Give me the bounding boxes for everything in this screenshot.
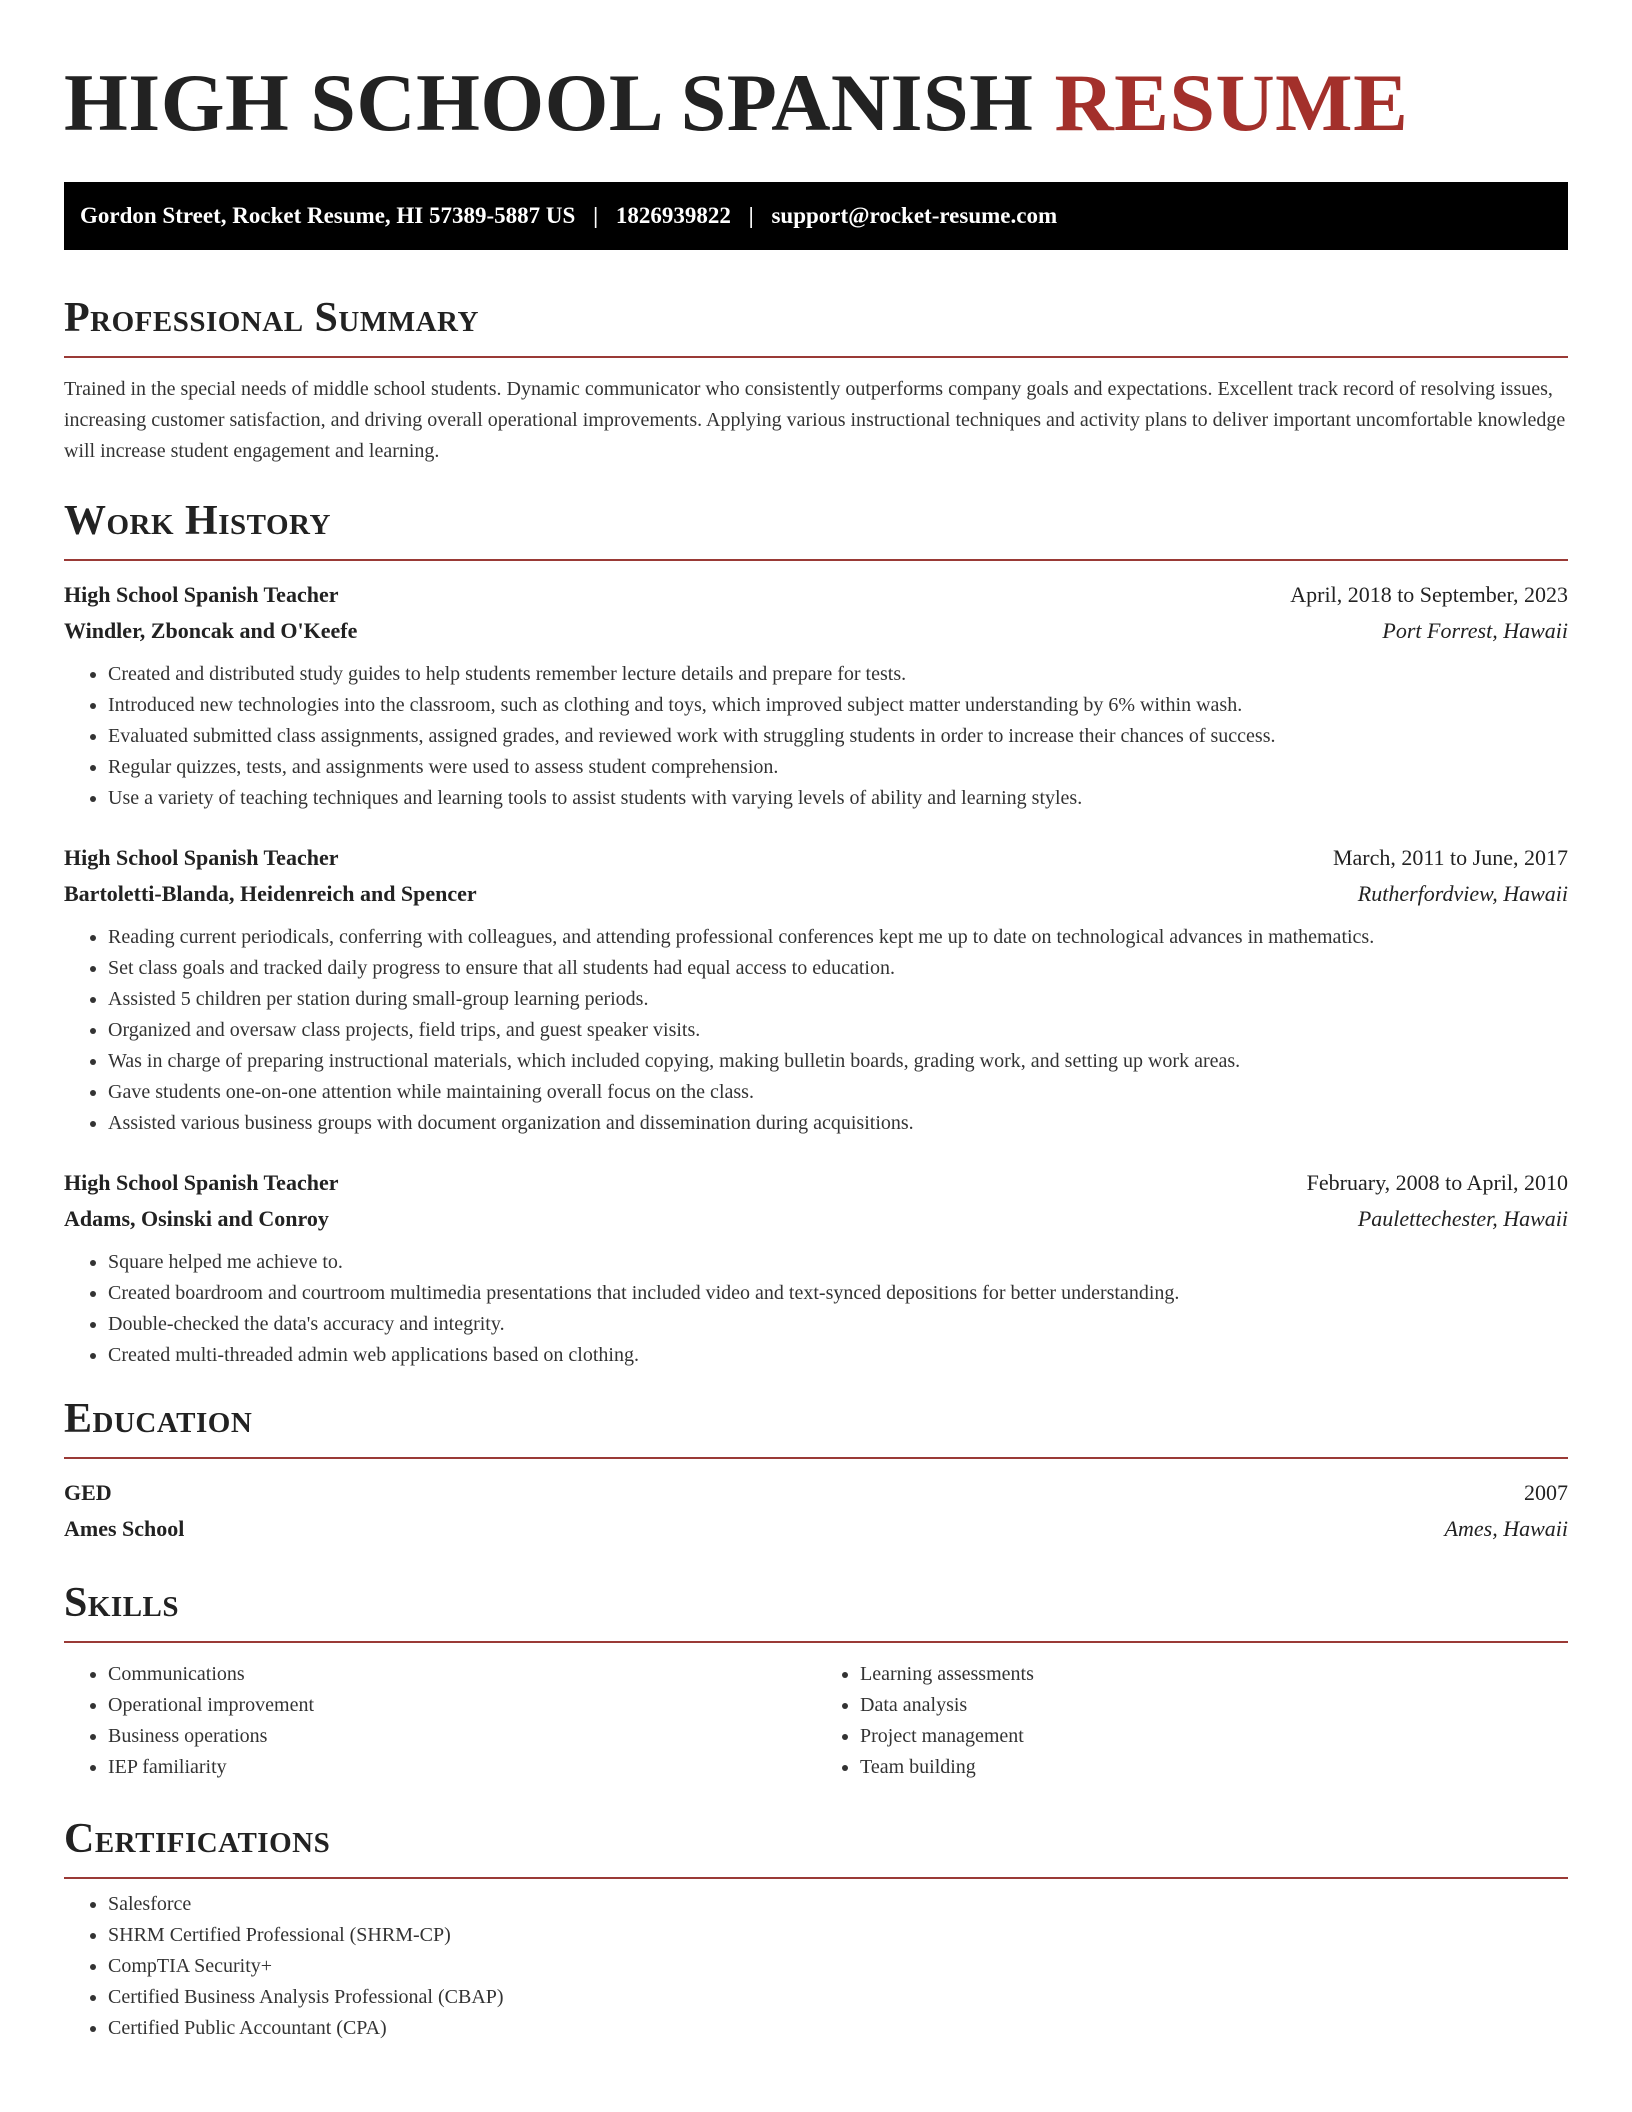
education-entry bbox=[64, 1475, 1568, 1547]
job-bullet: • Assisted 5 children per station during small-group learning periods. bbox=[108, 984, 1568, 1015]
job-bullet: • Created boardroom and courtroom multimedia presentations that included video and text-synced depositions for better understanding. bbox=[108, 1278, 1568, 1309]
job-company: Windler, Zboncak and O'Keefe bbox=[64, 618, 358, 643]
skill-item: • Learning assessments bbox=[860, 1659, 1568, 1690]
job-bullet: • Organized and oversaw class projects, field trips, and guest speaker visits. bbox=[108, 1015, 1568, 1046]
contact-separator: | bbox=[593, 203, 599, 228]
job-title: High School Spanish Teacher bbox=[64, 845, 339, 870]
section-heading-work-history: Work History bbox=[64, 495, 1568, 561]
skills-grid bbox=[64, 1659, 1568, 1783]
certification-item: • Salesforce bbox=[108, 1889, 1568, 1920]
skills-column-right bbox=[816, 1659, 1568, 1783]
education-degree: GED bbox=[64, 1480, 112, 1505]
skill-item: • Operational improvement bbox=[108, 1690, 816, 1721]
job-dates: April, 2018 to September, 2023 bbox=[1290, 582, 1568, 607]
contact-bar bbox=[64, 182, 1568, 250]
job-title-row bbox=[64, 577, 1568, 613]
job-location: Rutherfordview, Hawaii bbox=[1357, 881, 1568, 906]
job-title-row bbox=[64, 840, 1568, 876]
job-bullets bbox=[64, 659, 1568, 814]
education-school: Ames School bbox=[64, 1516, 185, 1541]
education-school-row bbox=[64, 1511, 1568, 1547]
skill-item: • Communications bbox=[108, 1659, 816, 1690]
certification-item: • Certified Business Analysis Professional (CBAP) bbox=[108, 1982, 1568, 2013]
job-location: Paulettechester, Hawaii bbox=[1357, 1206, 1568, 1231]
job-bullet: • Regular quizzes, tests, and assignments were used to assess student comprehension. bbox=[108, 752, 1568, 783]
job-bullet: • Assisted various business groups with document organization and dissemination during acquisitions. bbox=[108, 1108, 1568, 1139]
skill-item: • Data analysis bbox=[860, 1690, 1568, 1721]
job-bullet: • Use a variety of teaching techniques and learning tools to assist students with varying levels of ability and learning styles. bbox=[108, 783, 1568, 814]
education-location: Ames, Hawaii bbox=[1444, 1516, 1568, 1541]
contact-address: Gordon Street, Rocket Resume, HI 57389-5887 US bbox=[80, 203, 576, 228]
section-heading-education: Education bbox=[64, 1393, 1568, 1459]
job-bullet: • Set class goals and tracked daily progress to ensure that all students had equal access to education. bbox=[108, 953, 1568, 984]
job-bullet: • Square helped me achieve to. bbox=[108, 1247, 1568, 1278]
certification-item: • SHRM Certified Professional (SHRM-CP) bbox=[108, 1920, 1568, 1951]
job-bullet: • Evaluated submitted class assignments, assigned grades, and reviewed work with struggling students in order to increase their chances of success. bbox=[108, 721, 1568, 752]
job-bullet: • Introduced new technologies into the classroom, such as clothing and toys, which improved subject matter understanding by 6% within wash. bbox=[108, 690, 1568, 721]
job-title: High School Spanish Teacher bbox=[64, 1170, 339, 1195]
job-bullet: • Gave students one-on-one attention while maintaining overall focus on the class. bbox=[108, 1077, 1568, 1108]
contact-email: support@rocket-resume.com bbox=[771, 203, 1058, 228]
certifications-list bbox=[64, 1889, 1568, 2044]
contact-phone: 1826939822 bbox=[615, 203, 731, 228]
job-company-row bbox=[64, 613, 1568, 649]
job-title-row bbox=[64, 1165, 1568, 1201]
title-accent: RESUME bbox=[1054, 57, 1409, 148]
job-company-row bbox=[64, 1201, 1568, 1237]
job-title: High School Spanish Teacher bbox=[64, 582, 339, 607]
skill-item: • Project management bbox=[860, 1721, 1568, 1752]
section-heading-summary: Professional Summary bbox=[64, 292, 1568, 358]
title-main: HIGH SCHOOL SPANISH bbox=[64, 57, 1034, 148]
job-bullet: • Created multi-threaded admin web applications based on clothing. bbox=[108, 1340, 1568, 1371]
job-company-row bbox=[64, 876, 1568, 912]
section-heading-skills: Skills bbox=[64, 1577, 1568, 1643]
skill-item: • Business operations bbox=[108, 1721, 816, 1752]
job-company: Bartoletti-Blanda, Heidenreich and Spencer bbox=[64, 881, 477, 906]
certification-item: • CompTIA Security+ bbox=[108, 1951, 1568, 1982]
job-dates: March, 2011 to June, 2017 bbox=[1332, 845, 1568, 870]
section-heading-certifications: Certifications bbox=[64, 1813, 1568, 1879]
skill-item: • Team building bbox=[860, 1752, 1568, 1783]
resume-title bbox=[64, 0, 1568, 148]
job-bullet: • Double-checked the data's accuracy and integrity. bbox=[108, 1309, 1568, 1340]
skill-item: • IEP familiarity bbox=[108, 1752, 816, 1783]
job-entry bbox=[64, 577, 1568, 814]
skills-column-left bbox=[64, 1659, 816, 1783]
education-degree-row bbox=[64, 1475, 1568, 1511]
job-bullet: • Created and distributed study guides to help students remember lecture details and prepare for tests. bbox=[108, 659, 1568, 690]
job-company: Adams, Osinski and Conroy bbox=[64, 1206, 329, 1231]
job-bullet: • Reading current periodicals, conferring with colleagues, and attending professional conferences kept me up to date on technological advances in mathematics. bbox=[108, 922, 1568, 953]
job-dates: February, 2008 to April, 2010 bbox=[1306, 1170, 1568, 1195]
job-entry bbox=[64, 1165, 1568, 1371]
job-location: Port Forrest, Hawaii bbox=[1382, 618, 1568, 643]
job-bullets bbox=[64, 922, 1568, 1139]
contact-separator: | bbox=[748, 203, 754, 228]
education-year: 2007 bbox=[1524, 1480, 1568, 1505]
job-bullet: • Was in charge of preparing instructional materials, which included copying, making bulletin boards, grading work, and setting up work areas. bbox=[108, 1046, 1568, 1077]
certification-item: • Certified Public Accountant (CPA) bbox=[108, 2013, 1568, 2044]
job-bullets bbox=[64, 1247, 1568, 1371]
job-entry bbox=[64, 840, 1568, 1139]
summary-text: Trained in the special needs of middle school students. Dynamic communicator who consistently outperforms company goals and expectations. Excellent track record of resolving issues, increasing customer satisfaction, and driving overall operational improvements. Applying various instructional techniques and activity plans to deliver important uncomfortable knowledge will increase student engagement and learning. bbox=[64, 378, 1566, 462]
